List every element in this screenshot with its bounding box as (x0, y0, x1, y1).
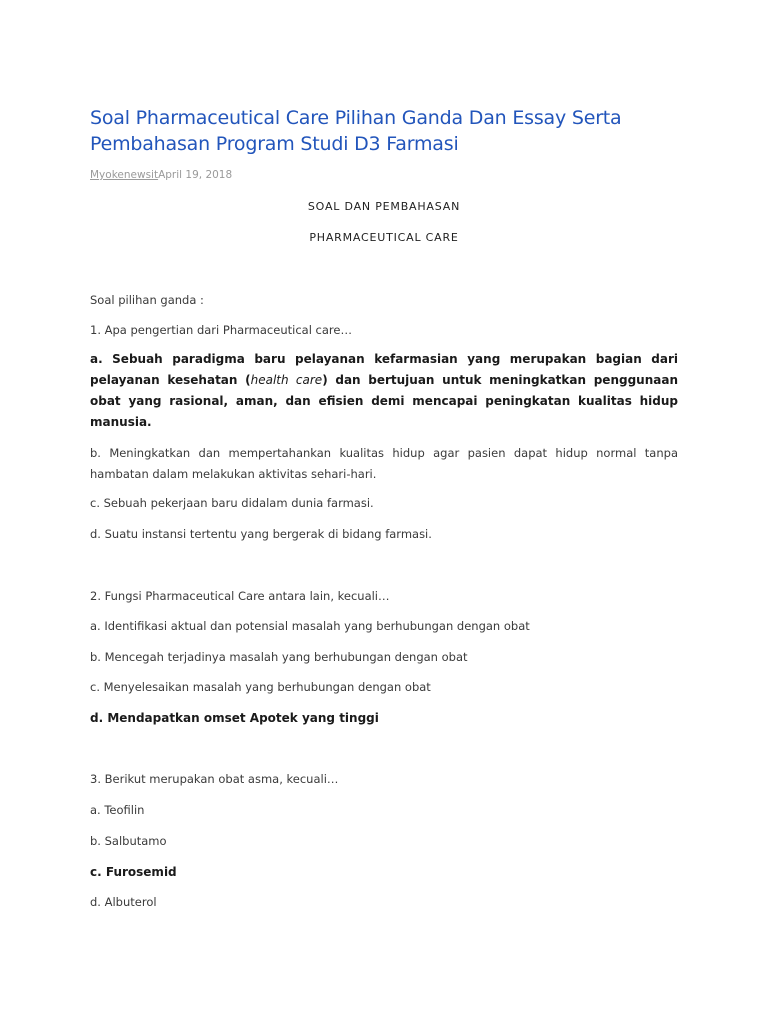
section-label: Soal pilihan ganda : (90, 293, 204, 307)
question-2-option-a: a. Identifikasi aktual dan potensial masalah yang berhubungan dengan obat (90, 619, 530, 633)
question-3-option-a: a. Teofilin (90, 803, 145, 817)
post-date: April 19, 2018 (158, 169, 233, 181)
italic-health-care: health care (250, 373, 323, 387)
question-2: 2. Fungsi Pharmaceutical Care antara lain, kecuali… (90, 589, 390, 603)
question-2-option-c: c. Menyelesaikan masalah yang berhubungan dengan obat (90, 680, 431, 694)
heading-soal-pembahasan: SOAL DAN PEMBAHASAN (307, 200, 461, 213)
question-2-option-d: d. Mendapatkan omset Apotek yang tinggi (90, 711, 379, 725)
question-1: 1. Apa pengertian dari Pharmaceutical care… (90, 323, 352, 337)
question-1-option-c: c. Sebuah pekerjaan baru didalam dunia farmasi. (90, 496, 374, 510)
heading-pharmaceutical-care: PHARMACEUTICAL CARE (309, 231, 459, 244)
question-3-option-d: d. Albuterol (90, 895, 157, 909)
question-1-option-a: a. Sebuah paradigma baru pelayanan kefarmasian yang merupakan bagian dari pelayanan kesehatan (health care) dan bertujuan untuk meningkatkan penggunaan obat yang rasional, aman, dan efisien demi mencapai peningkatan kualitas hidup manusia. (90, 352, 678, 429)
question-3-option-c: c. Furosemid (90, 865, 177, 879)
author-link[interactable]: Myokenewsit (90, 169, 159, 181)
question-3-option-b: b. Salbutamo (90, 834, 167, 848)
question-1-option-d: d. Suatu instansi tertentu yang bergerak di bidang farmasi. (90, 527, 432, 541)
post-meta (90, 169, 232, 181)
question-1-option-b: b. Meningkatkan dan mempertahankan kualitas hidup agar pasien dapat hidup normal tanpa hambatan dalam melakukan aktivitas sehari-hari. (90, 446, 678, 481)
article-title[interactable]: Soal Pharmaceutical Care Pilihan Ganda Dan Essay Serta Pembahasan Program Studi D3 Farmasi (90, 107, 622, 155)
question-2-option-b: b. Mencegah terjadinya masalah yang berhubungan dengan obat (90, 650, 468, 664)
question-3: 3. Berikut merupakan obat asma, kecuali… (90, 772, 339, 786)
